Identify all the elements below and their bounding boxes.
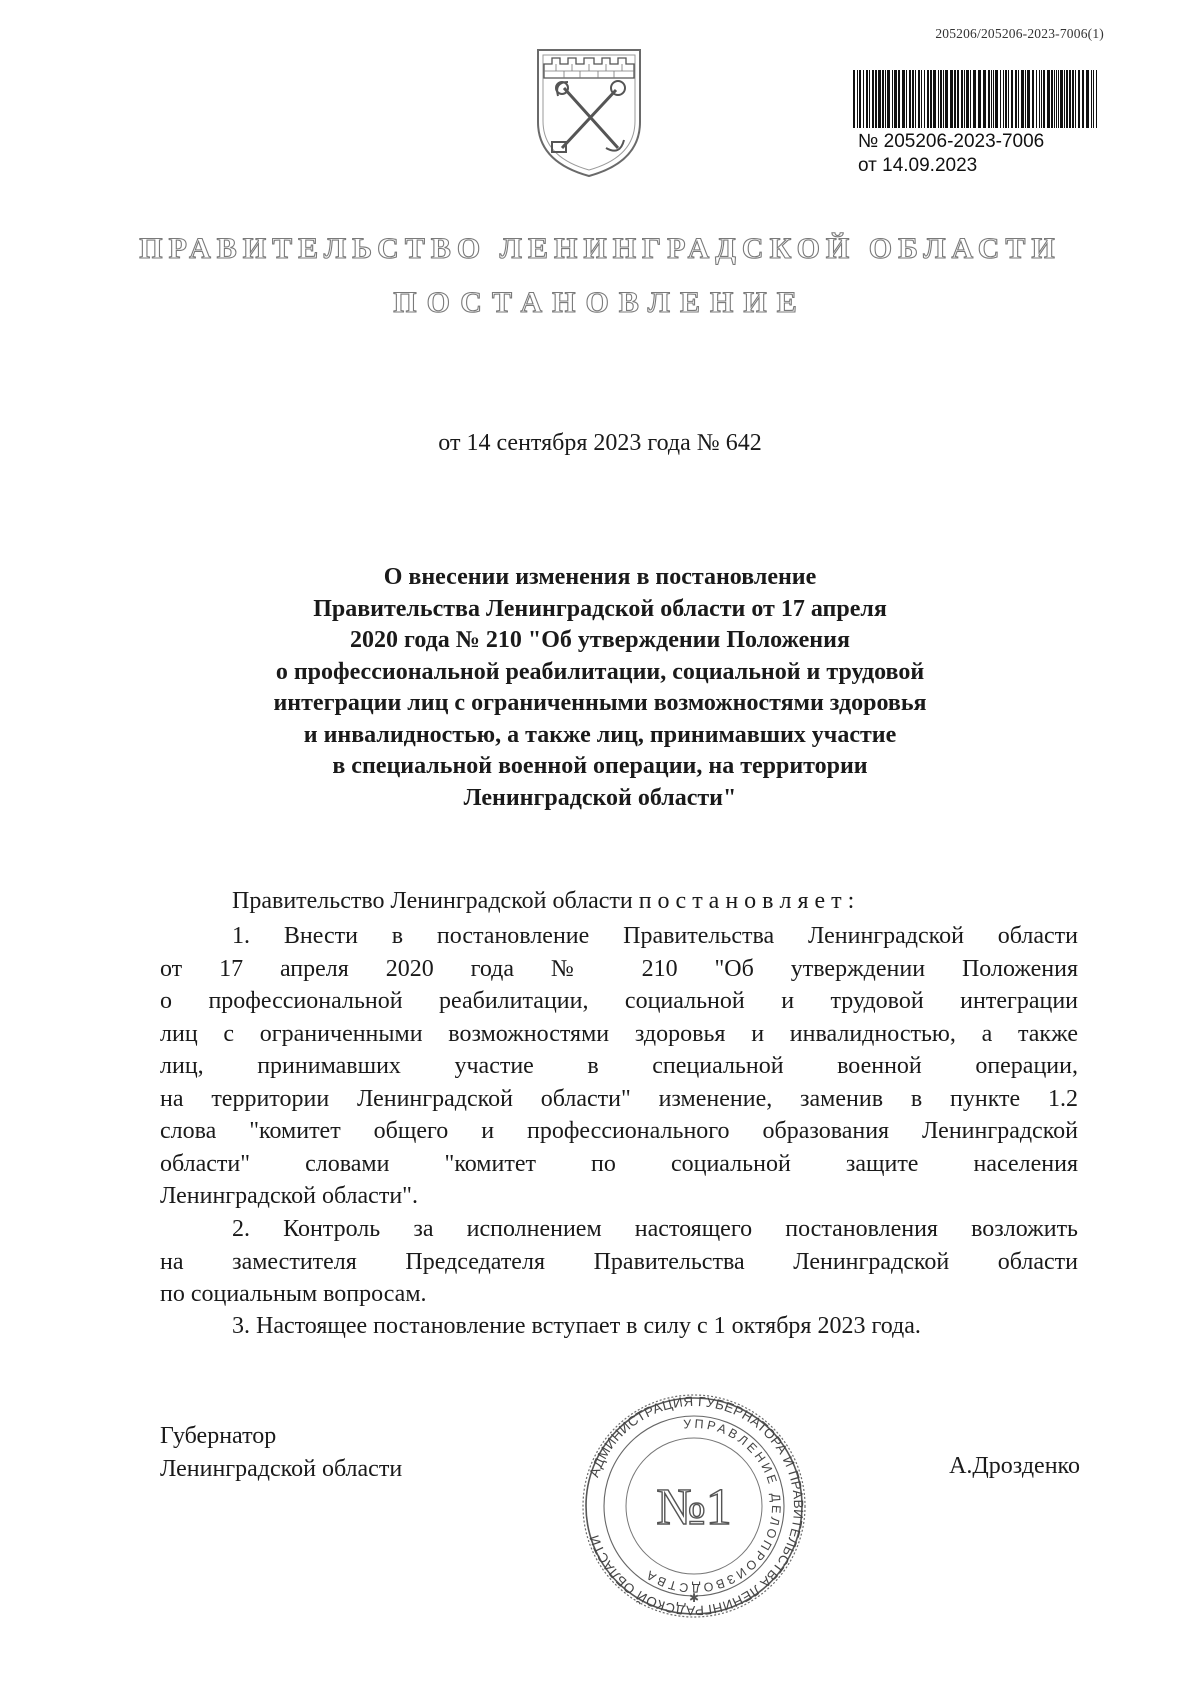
paragraph-line: 1. Внести в постановление Правительства Ленинградской области bbox=[232, 923, 1078, 949]
barcode-bar bbox=[978, 70, 981, 128]
paragraph-1 bbox=[160, 920, 1078, 1213]
paragraph-line: 2. Контроль за исполнением настоящего постановления возложить bbox=[232, 1216, 1078, 1242]
signatory-position-line: Ленинградской области bbox=[160, 1456, 403, 1482]
barcode-bar bbox=[866, 70, 868, 128]
barcode-bar bbox=[1075, 70, 1076, 128]
barcode-bar bbox=[869, 70, 870, 128]
stamp-inner-text: УПРАВЛЕНИЕ ДЕЛОПРОИЗВОДСТВА bbox=[641, 1416, 784, 1596]
barcode-bar bbox=[927, 70, 929, 128]
barcode-bar bbox=[1021, 70, 1024, 128]
barcode-bar bbox=[966, 70, 969, 128]
barcode-bar bbox=[957, 70, 959, 128]
document-id: 205206/205206-2023-7006(1) bbox=[935, 26, 1104, 41]
barcode-bar bbox=[1064, 70, 1065, 128]
barcode-bar bbox=[853, 70, 855, 128]
resolution-intro: Правительство Ленинградской области п о с т а н о в л я е т : bbox=[232, 888, 855, 914]
paragraph-line: слова "комитет общего и профессионального образования Ленинградской bbox=[160, 1118, 1078, 1144]
barcode-bar bbox=[1056, 70, 1057, 128]
barcode-bar bbox=[1041, 70, 1042, 128]
barcode-bar bbox=[894, 70, 897, 128]
paragraph-2 bbox=[160, 1213, 1078, 1311]
paragraph-line: на территории Ленинградской области" изменение, заменив в пункте 1.2 bbox=[160, 1085, 1078, 1112]
barcode-bar bbox=[863, 70, 864, 128]
paragraph-3 bbox=[160, 1310, 1078, 1343]
barcode-bar bbox=[1091, 70, 1092, 128]
barcode-bar bbox=[885, 70, 886, 128]
barcode-bar bbox=[906, 70, 907, 128]
barcode-bar bbox=[954, 70, 956, 128]
barcode-bar bbox=[857, 70, 858, 128]
barcode-bar bbox=[940, 70, 942, 128]
subject-line: Ленинградской области" bbox=[463, 784, 737, 811]
document-date-number: от 14 сентября 2023 года № 642 bbox=[438, 430, 762, 456]
stamp-outer-text: АДМИНИСТРАЦИЯ ГУБЕРНАТОРА И ПРАВИТЕЛЬСТВА ЛЕНИНГРАДСКОЙ ОБЛАСТИ bbox=[586, 1393, 807, 1619]
barcode-bar bbox=[1054, 70, 1055, 128]
barcode-bar bbox=[1078, 70, 1080, 128]
barcode-bar bbox=[875, 70, 877, 128]
registration-number: № 205206-2023-7006 bbox=[858, 131, 1045, 152]
barcode-bar bbox=[930, 70, 932, 128]
signatory-position-line: Губернатор bbox=[160, 1423, 277, 1449]
barcode-bar bbox=[892, 70, 893, 128]
barcode-bar bbox=[1036, 70, 1037, 128]
barcode-bar bbox=[915, 70, 916, 128]
barcode-bar bbox=[1011, 70, 1013, 128]
barcode-bar bbox=[933, 70, 936, 128]
barcode-bar bbox=[912, 70, 914, 128]
barcode-bar bbox=[1072, 70, 1074, 128]
signatory-position bbox=[160, 1420, 402, 1486]
barcode-bar bbox=[1058, 70, 1059, 128]
paragraph-line: о профессиональной реабилитации, социальной и трудовой интеграции bbox=[160, 988, 1078, 1014]
subject-line: Правительства Ленинградской области от 17 апреля bbox=[313, 595, 887, 622]
barcode-bar bbox=[1008, 70, 1009, 128]
barcode-bar bbox=[988, 70, 990, 128]
paragraph-line: 3. Настоящее постановление вступает в силу с 1 октября 2023 года. bbox=[232, 1313, 921, 1339]
barcode-bar bbox=[970, 70, 971, 128]
government-title: ПРАВИТЕЛЬСТВО ЛЕНИНГРАДСКОЙ ОБЛАСТИ bbox=[139, 232, 1061, 265]
barcode-bar bbox=[1025, 70, 1026, 128]
barcode-bar bbox=[1005, 70, 1007, 128]
barcode-bar bbox=[882, 70, 884, 128]
barcode-bar bbox=[1032, 70, 1034, 128]
barcode-icon bbox=[851, 70, 1100, 128]
barcode-bar bbox=[1060, 70, 1063, 128]
barcode-bar bbox=[1069, 70, 1071, 128]
signatory-name: А.Дрозденко bbox=[949, 1453, 1080, 1479]
paragraph-line: лиц с ограниченными возможностями здоровья и инвалидностью, а также bbox=[160, 1020, 1078, 1047]
barcode-bar bbox=[938, 70, 939, 128]
barcode-bar bbox=[1066, 70, 1068, 128]
barcode-bar bbox=[1043, 70, 1045, 128]
barcode-bar bbox=[878, 70, 881, 128]
barcode-bar bbox=[1082, 70, 1084, 128]
barcode-bar bbox=[1015, 70, 1017, 128]
barcode-bar bbox=[1096, 70, 1097, 128]
subject-line: о профессиональной реабилитации, социальной и трудовой bbox=[275, 658, 925, 685]
barcode-bar bbox=[993, 70, 994, 128]
barcode-bar bbox=[872, 70, 874, 128]
document-subject bbox=[200, 562, 1000, 814]
barcode-bar bbox=[961, 70, 963, 128]
paragraph-line: области" словами "комитет по социальной защите населения bbox=[160, 1150, 1078, 1177]
barcode-bar bbox=[991, 70, 992, 128]
barcode-bar bbox=[1003, 70, 1004, 128]
paragraph-line: от 17 апреля 2020 года № 210 "Об утверждении Положения bbox=[160, 955, 1078, 982]
barcode-bar bbox=[973, 70, 976, 128]
subject-line: и инвалидностью, а также лиц, принимавших участие bbox=[303, 721, 897, 748]
barcode-bar bbox=[1018, 70, 1019, 128]
barcode-bar bbox=[887, 70, 890, 128]
paragraph-line: Ленинградской области". bbox=[160, 1183, 418, 1209]
barcode-bar bbox=[902, 70, 905, 128]
barcode-bar bbox=[1039, 70, 1040, 128]
document-type: ПОСТАНОВЛЕНИЕ bbox=[393, 286, 807, 319]
barcode-bar bbox=[921, 70, 922, 128]
barcode-bar bbox=[945, 70, 948, 128]
barcode-bar bbox=[918, 70, 920, 128]
barcode-bar bbox=[1086, 70, 1089, 128]
subject-line: в специальной военной операции, на территории bbox=[332, 753, 868, 779]
paragraph-line: на заместителя Председателя Правительства Ленинградской области bbox=[160, 1248, 1078, 1275]
stamp-star-icon: ✱ bbox=[688, 1591, 700, 1605]
subject-line: 2020 года № 210 "Об утверждении Положения bbox=[350, 627, 850, 653]
barcode-bar bbox=[964, 70, 965, 128]
subject-line: О внесении изменения в постановление bbox=[383, 564, 817, 590]
registration-date: от 14.09.2023 bbox=[858, 155, 978, 176]
barcode-bar bbox=[950, 70, 953, 128]
official-stamp bbox=[580, 1392, 808, 1620]
barcode-bar bbox=[995, 70, 998, 128]
barcode-bar bbox=[983, 70, 986, 128]
subject-line: интеграции лиц с ограниченными возможностями здоровья bbox=[273, 690, 927, 716]
barcode-bar bbox=[909, 70, 911, 128]
barcode-bar bbox=[1027, 70, 1030, 128]
barcode-bar bbox=[943, 70, 944, 128]
barcode-bar bbox=[898, 70, 900, 128]
barcode-bar bbox=[1000, 70, 1001, 128]
barcode-bar bbox=[859, 70, 861, 128]
barcode-bar bbox=[924, 70, 925, 128]
barcode-bar bbox=[1093, 70, 1094, 128]
paragraph-line: лиц, принимавших участие в специальной военной операции, bbox=[160, 1053, 1078, 1079]
barcode-bar bbox=[1047, 70, 1050, 128]
barcode-bar bbox=[1051, 70, 1053, 128]
paragraph-line: по социальным вопросам. bbox=[160, 1281, 427, 1307]
coat-of-arms-icon bbox=[532, 44, 646, 180]
stamp-number: №1 bbox=[656, 1479, 732, 1536]
